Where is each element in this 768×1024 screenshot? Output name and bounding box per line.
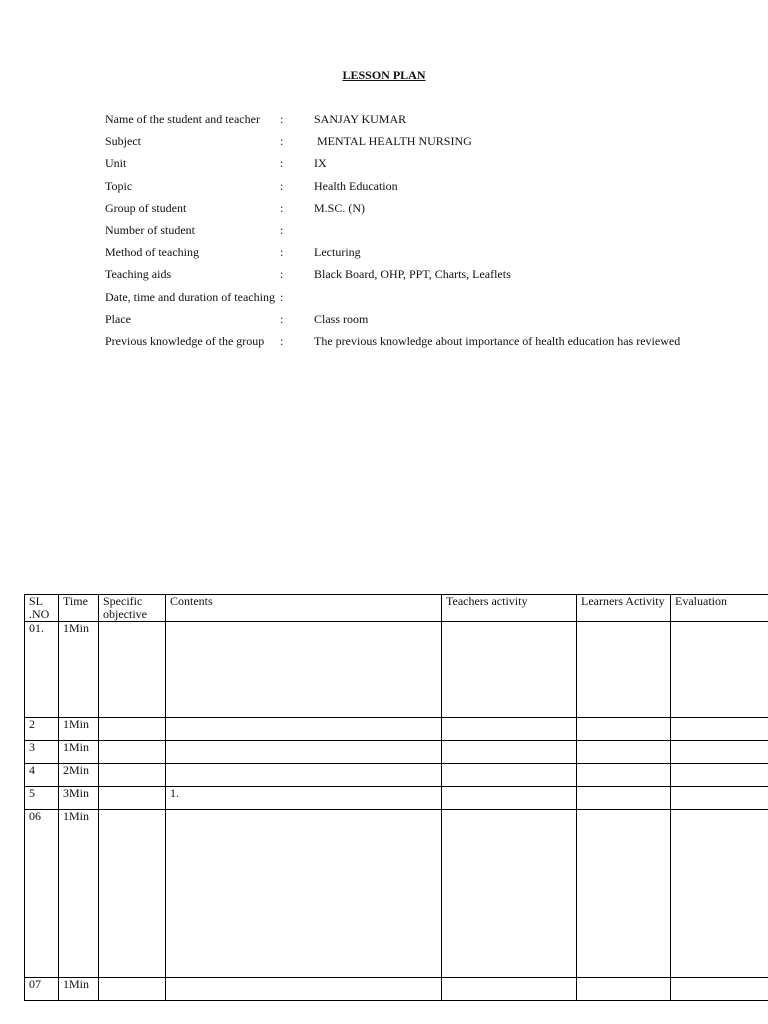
cell-teachers-activity [442,764,577,787]
info-label: Date, time and duration of teaching [105,289,275,304]
table-row [25,718,768,741]
info-colon: : [280,245,284,260]
cell-learners-activity [577,810,671,978]
cell-objective [99,741,166,764]
cell-contents [166,978,442,1001]
cell-learners-activity [577,718,671,741]
cell-teachers-activity [442,622,577,718]
cell-learners-activity [577,978,671,1001]
cell-evaluation [671,810,768,978]
info-label: Number of student [105,222,195,237]
info-colon: : [280,289,284,304]
cell-contents [166,741,442,764]
cell-sl-no: 01. [25,622,59,718]
table-row [25,978,768,1001]
cell-time: 2Min [59,764,99,787]
cell-learners-activity [577,622,671,718]
info-value: Lecturing [314,245,361,260]
cell-time: 3Min [59,787,99,810]
cell-objective [99,810,166,978]
cell-objective [99,718,166,741]
table-header-row [25,595,768,622]
cell-sl-no: 06 [25,810,59,978]
cell-objective [99,764,166,787]
info-label: Name of the student and teacher [105,112,260,126]
cell-teachers-activity [442,810,577,978]
cell-time: 1Min [59,718,99,741]
cell-time: 1Min [59,810,99,978]
info-colon: : [280,156,284,171]
info-colon: : [280,267,284,282]
info-value: Class room [314,311,369,326]
cell-evaluation [671,787,768,810]
info-value: The previous knowledge about importance of health education has reviewed [314,333,681,348]
info-colon: : [280,178,284,193]
info-colon: : [280,333,284,348]
info-label: Topic [105,178,133,193]
cell-objective [99,622,166,718]
table-row [25,787,768,810]
table-row [25,810,768,978]
cell-sl-no: 3 [25,741,59,764]
cell-sl-no: 2 [25,718,59,741]
cell-learners-activity [577,787,671,810]
cell-evaluation [671,718,768,741]
info-value: Black Board, OHP, PPT, Charts, Leaflets [314,267,511,282]
table-row [25,622,768,718]
cell-learners-activity [577,741,671,764]
cell-contents [166,764,442,787]
info-colon: : [280,112,284,126]
info-label: Group of student [105,200,187,215]
info-label: Unit [105,156,127,171]
cell-evaluation [671,741,768,764]
cell-time: 1Min [59,741,99,764]
info-label: Teaching aids [105,267,172,282]
info-colon: : [280,222,284,237]
info-label: Previous knowledge of the group [105,333,265,348]
info-colon: : [280,311,284,326]
column-header-evaluation: Evaluation [671,595,768,622]
cell-objective [99,787,166,810]
info-value: M.SC. (N) [314,200,366,215]
cell-evaluation [671,764,768,787]
info-colon: : [280,134,284,149]
column-header-contents: Contents [166,595,442,622]
cell-sl-no: 07 [25,978,59,1001]
info-value: Health Education [314,178,398,193]
column-header-learners-activity: Learners Activity [577,595,671,622]
cell-time: 1Min [59,622,99,718]
info-value: IX [314,156,327,171]
column-header-teachers-activity: Teachers activity [442,595,577,622]
cell-evaluation [671,622,768,718]
cell-time: 1Min [59,978,99,1001]
cell-contents [166,622,442,718]
column-header-time: Time [59,595,99,622]
column-header-specific-objective: Specific objective [99,595,166,622]
info-label: Subject [105,134,141,149]
cell-contents: 1. [166,787,442,810]
table-row [25,741,768,764]
column-header-sl-no: SL .NO [25,595,59,622]
cell-sl-no: 5 [25,787,59,810]
cell-learners-activity [577,764,671,787]
cell-sl-no: 4 [25,764,59,787]
lesson-plan-table [24,594,768,1001]
document-title: LESSON PLAN [342,68,426,82]
cell-teachers-activity [442,741,577,764]
cell-contents [166,810,442,978]
cell-objective [99,978,166,1001]
cell-teachers-activity [442,787,577,810]
cell-contents [166,718,442,741]
info-value: MENTAL HEALTH NURSING [314,134,472,149]
table-row [25,764,768,787]
cell-evaluation [671,978,768,1001]
cell-teachers-activity [442,978,577,1001]
info-colon: : [280,200,284,215]
info-label: Place [105,311,131,326]
cell-teachers-activity [442,718,577,741]
info-value: SANJAY KUMAR [314,112,407,126]
info-label: Method of teaching [105,245,199,260]
